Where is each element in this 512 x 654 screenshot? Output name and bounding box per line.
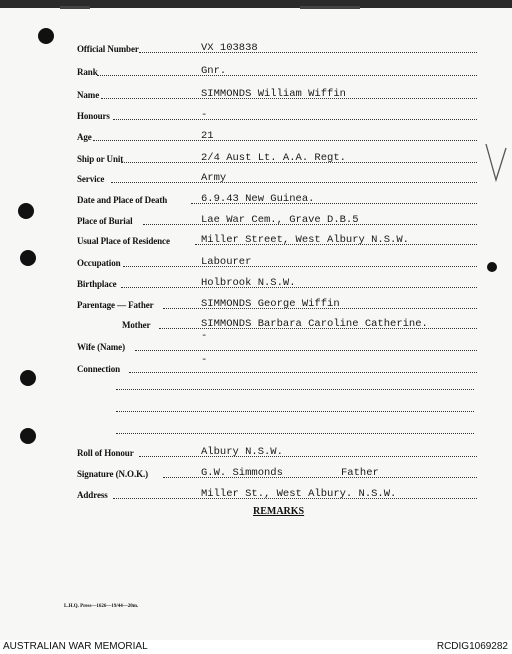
field-value: - [201, 109, 208, 121]
field-label: Wife (Name) [77, 342, 125, 352]
field-label: Roll of Honour [77, 448, 134, 458]
field-line [113, 119, 477, 120]
footer-institution: AUSTRALIAN WAR MEMORIAL [3, 641, 148, 652]
field-value: SIMMONDS George Wiffin [201, 298, 340, 310]
field-line [139, 456, 477, 457]
field-signature-nok [77, 465, 477, 481]
archive-footer [0, 640, 512, 654]
field-value-relation: Father [341, 467, 379, 479]
field-label: Birthplace [77, 279, 117, 289]
footer-record-id: RCDIG1069282 [436, 641, 508, 652]
remarks-heading: REMARKS [253, 506, 305, 517]
connection-line-2 [116, 389, 474, 390]
field-label: Name [77, 90, 100, 100]
field-value: Labourer [201, 256, 252, 268]
field-label: Honours [77, 111, 110, 121]
field-age [77, 128, 477, 144]
field-label: Official Number [77, 44, 139, 54]
field-line [121, 287, 477, 288]
field-date-place-death [77, 191, 477, 207]
field-value: Miller St., West Albury. N.S.W. [201, 488, 397, 500]
field-usual-residence [77, 232, 477, 248]
field-father [77, 296, 477, 312]
field-occupation [77, 254, 477, 270]
field-service [77, 170, 477, 186]
field-line [123, 266, 477, 267]
punch-hole [38, 28, 54, 44]
field-address [77, 486, 477, 502]
field-honours [77, 107, 477, 123]
field-line [111, 182, 477, 183]
field-value: SIMMONDS William Wiffin [201, 88, 346, 100]
field-label: Occupation [77, 258, 121, 268]
field-label: Place of Burial [77, 216, 133, 226]
field-value: 6.9.43 New Guinea. [201, 193, 315, 205]
field-line [93, 140, 477, 141]
margin-tick-mark [484, 140, 508, 188]
field-place-of-burial [77, 212, 477, 228]
field-line [129, 372, 477, 373]
field-value: 2/4 Aust Lt. A.A. Regt. [201, 152, 346, 164]
field-value: Albury N.S.W. [201, 446, 283, 458]
field-ship-or-unit [77, 150, 477, 166]
field-label: Rank [77, 67, 98, 77]
field-value: Holbrook N.S.W. [201, 277, 296, 289]
punch-hole [20, 428, 36, 444]
scan-speck [300, 6, 360, 9]
field-value: Army [201, 172, 227, 184]
field-label: Usual Place of Residence [77, 236, 170, 246]
field-roll-of-honour [77, 444, 477, 460]
scan-speck [60, 6, 90, 9]
field-value: VX 103838 [201, 42, 258, 54]
field-label: Service [77, 174, 105, 184]
field-label: Connection [77, 364, 121, 374]
punch-hole [20, 370, 36, 386]
field-label: Date and Place of Death [77, 195, 168, 205]
punch-hole [487, 262, 497, 272]
field-value: - [201, 330, 208, 342]
field-name [77, 86, 477, 102]
field-line [97, 75, 477, 76]
field-line [139, 52, 477, 53]
field-label: Mother [122, 320, 151, 330]
field-value: G.W. Simmonds [201, 467, 283, 479]
field-value: SIMMONDS Barbara Caroline Catherine. [201, 318, 428, 330]
field-label: Address [77, 490, 108, 500]
field-value: Lae War Cem., Grave D.B.5 [201, 214, 359, 226]
field-value: 21 [201, 130, 214, 142]
punch-hole [18, 203, 34, 219]
field-line [135, 350, 477, 351]
field-official-number [77, 40, 477, 56]
field-label: Ship or Unit [77, 154, 124, 164]
punch-hole [20, 250, 36, 266]
field-label: Age [77, 132, 92, 142]
field-value: Gnr. [201, 65, 227, 77]
field-mother [77, 316, 477, 332]
connection-line-3 [116, 411, 474, 412]
field-label: Parentage — Father [77, 300, 154, 310]
field-value: Miller Street, West Albury N.S.W. [201, 234, 409, 246]
field-birthplace [77, 275, 477, 291]
form-print-code: L.H.Q. Press—1626—19/44—20m. [64, 604, 139, 609]
field-label: Signature (N.O.K.) [77, 469, 149, 479]
connection-line-4 [116, 433, 474, 434]
field-value: - [201, 354, 208, 366]
field-wife-name [77, 330, 477, 354]
field-connection [77, 354, 477, 376]
field-rank [77, 63, 477, 79]
